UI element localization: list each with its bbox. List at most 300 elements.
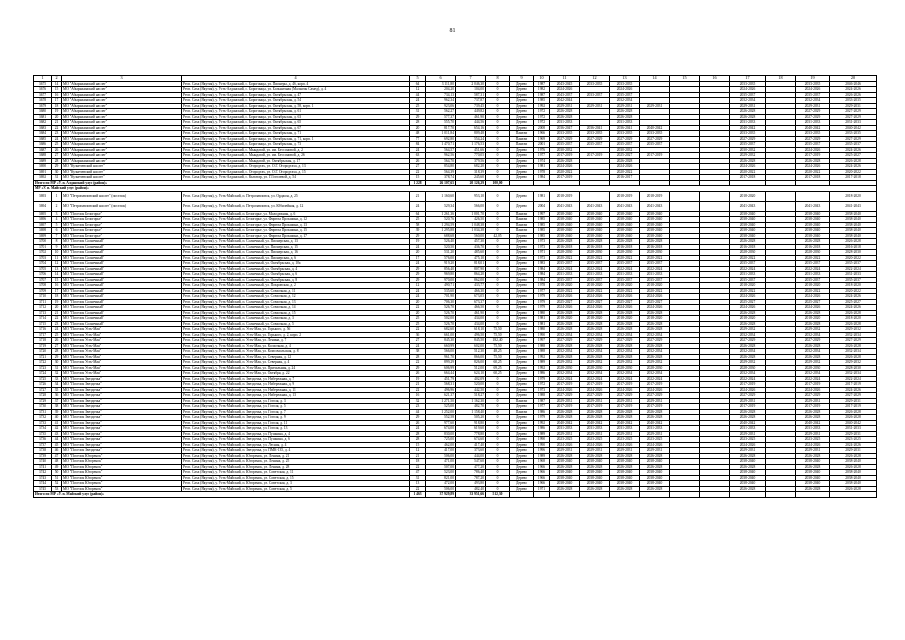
table-cell: 29 — [52, 354, 62, 360]
table-cell: 2024-2026 — [550, 294, 580, 300]
table-cell: 69,25 — [486, 365, 510, 371]
table-cell: 2038-2040 — [550, 475, 580, 481]
table-cell: 64 — [410, 211, 426, 217]
table-cell: 31 — [52, 175, 62, 181]
table-cell: 29 — [410, 415, 426, 421]
table-cell: Респ. Саха (Якутия), у. Усть-Майский, п. Петропавловск, ул. Юбилейная, д. 12 — [182, 201, 410, 211]
table-cell: МО "Поселок Усть-Мая" — [62, 365, 182, 371]
table-cell: 2038-2040 — [830, 228, 877, 234]
table-cell: 2038-2040 — [640, 481, 670, 487]
table-cell: 1972 — [534, 382, 550, 388]
table-cell: 2038-2040 — [580, 470, 610, 476]
table-cell: 2038-2040 — [730, 470, 766, 476]
table-cell: 1985 — [534, 98, 550, 104]
table-cell: 2026-2028 — [550, 486, 580, 492]
table-cell: 2017-2019 — [830, 404, 877, 410]
table-cell: 417,00 — [426, 448, 456, 454]
column-number: 15 — [670, 76, 700, 82]
table-cell: 2026-2028 — [796, 158, 830, 164]
table-cell — [670, 492, 700, 498]
table-cell: 682,20 — [456, 164, 486, 170]
table-cell: 2016-2018 — [830, 244, 877, 250]
table-cell: Дерево — [510, 354, 534, 360]
table-cell: 451,79 — [426, 376, 456, 382]
table-cell: 0 — [486, 98, 510, 104]
table-cell: 0 — [486, 431, 510, 437]
table-cell: 2020-2022 — [550, 288, 580, 294]
table-cell: 2031-2033 — [796, 272, 830, 278]
table-cell: Дерево — [510, 486, 534, 492]
table-cell: 2029-2031 — [640, 448, 670, 454]
table-cell: 1977 — [534, 153, 550, 159]
table-cell: 520,00 — [456, 382, 486, 388]
table-cell: 2029-2032 — [610, 360, 640, 366]
table-cell: 19 — [410, 376, 426, 382]
table-cell: 2038-2040 — [550, 222, 580, 228]
table-cell: 2024-2026 — [580, 442, 610, 448]
table-cell: 977,60 — [426, 420, 456, 426]
table-cell: 2032-2034 — [580, 332, 610, 338]
table-cell: 2027-2029 — [796, 393, 830, 399]
column-number: 7 — [456, 76, 486, 82]
table-cell: 2026-2028 — [640, 415, 670, 421]
table-cell: 2027-2029 — [830, 338, 877, 344]
table-cell — [700, 191, 730, 201]
table-cell: 475,10 — [456, 255, 486, 261]
table-cell: 2024-2026 — [730, 442, 766, 448]
table-cell: 2035-2037 — [610, 92, 640, 98]
table-cell: Дерево — [510, 233, 534, 239]
table-cell: 2026-2028 — [550, 415, 580, 421]
table-cell: 2040-2042 — [730, 125, 766, 131]
table-cell: МО "Поселок Солнечный" — [62, 283, 182, 289]
table-cell: 505,20 — [456, 415, 486, 421]
table-cell: 2026-2028 — [730, 409, 766, 415]
table-cell: 9 — [52, 244, 62, 250]
table-cell: Дерево — [510, 98, 534, 104]
table-cell: 0 — [486, 437, 510, 443]
table-cell: 619,60 — [456, 426, 486, 432]
table-cell: 0 — [486, 239, 510, 245]
table-cell: 2026-2028 — [830, 158, 877, 164]
table-cell: 3675 — [34, 81, 52, 87]
table-cell: 2043-2037 — [550, 92, 580, 98]
table-cell: 2029-2031 — [730, 398, 766, 404]
table-cell: 2026-2028 — [640, 464, 670, 470]
table-cell: 2020-2022 — [550, 255, 580, 261]
table-cell: 1979 — [534, 299, 550, 305]
table-cell: 3739 — [34, 453, 52, 459]
table-cell: 75,50 — [486, 343, 510, 349]
table-cell: 2017-2019 — [550, 175, 580, 181]
table-cell: 2032-2034 — [730, 371, 766, 377]
table-cell: 38 — [410, 349, 426, 355]
table-cell: 2026-2028 — [580, 239, 610, 245]
table-cell: 566,00 — [456, 201, 486, 211]
table-cell: 2023-2025 — [796, 437, 830, 443]
table-cell: 2043-2045 — [550, 81, 580, 87]
table-cell: Респ. Саха (Якутия), у. Усть-Майский, п. Солнечный, ул. Пионерская, д. 13 — [182, 239, 410, 245]
table-cell: 2029-2032 — [796, 360, 830, 366]
table-cell: 2023-2025 — [640, 437, 670, 443]
table-cell: Дерево — [510, 371, 534, 377]
table-cell: 44 — [410, 92, 426, 98]
table-cell: 2024-2026 — [830, 164, 877, 170]
table-cell: Респ. Саха (Якутия), у. Усть-Майский, п. Солнечный, ул. Совхозная, д. 5 — [182, 321, 410, 327]
table-cell: Дерево — [510, 191, 534, 201]
table-cell: МО "Поселок Звездочка" — [62, 442, 182, 448]
table-cell: 2038-2040 — [580, 228, 610, 234]
table-cell: 2026-2028 — [730, 158, 766, 164]
table-cell: 2038-2040 — [830, 459, 877, 465]
table-cell: 2038-2040 — [610, 217, 640, 223]
table-cell: 2 046,30 — [456, 81, 486, 87]
table-cell: 2018-2020 — [550, 283, 580, 289]
table-cell: 18 — [52, 294, 62, 300]
table-cell: 2026-2028 — [830, 343, 877, 349]
table-cell: Респ. Саха (Якутия), у. Усть-Майский, п. Солнечный, ул. Совхозная, д. 3 — [182, 316, 410, 322]
table-cell: 37 — [52, 398, 62, 404]
table-cell: 449,82 — [456, 109, 486, 115]
table-cell: 3687 — [34, 147, 52, 153]
table-cell: 2029-2031 — [610, 431, 640, 437]
table-cell: 2026-2028 — [580, 486, 610, 492]
table-cell: 2038-2040 — [610, 233, 640, 239]
table-cell: 0 — [486, 305, 510, 311]
table-cell: 0 — [486, 125, 510, 131]
table-cell: 0 — [486, 382, 510, 388]
table-cell: Дерево — [510, 109, 534, 115]
table-cell: 204,20 — [426, 87, 456, 93]
table-cell: 2038-2040 — [730, 222, 766, 228]
table-cell: Дерево — [510, 382, 534, 388]
table-cell: 1985 — [534, 233, 550, 239]
table-cell: 2038-2040 — [830, 481, 877, 487]
table-cell: 2033-2035 — [796, 81, 830, 87]
table-cell: 30 — [52, 169, 62, 175]
table-cell: 1977 — [534, 288, 550, 294]
table-cell — [700, 201, 730, 211]
table-cell: 0 — [486, 442, 510, 448]
table-cell: 2026-2028 — [830, 453, 877, 459]
table-cell: 2 — [52, 201, 62, 211]
table-cell: 2025-2027 — [730, 299, 766, 305]
table-cell: 3728 — [34, 393, 52, 399]
table-cell: 739,45 — [456, 103, 486, 109]
table-cell: 1990 — [534, 332, 550, 338]
table-cell: 2026-2028 — [610, 486, 640, 492]
table-cell: 0 — [486, 426, 510, 432]
table-cell: Респ. Саха (Якутия), у. Усть-Майский, п. Белогорье, ул. Фирюза Прокшина, д. 15 — [182, 228, 410, 234]
table-cell: 2038-2040 — [580, 211, 610, 217]
table-cell: 0 — [486, 459, 510, 465]
table-cell: 2028-2030 — [610, 365, 640, 371]
table-cell: 2020-2022 — [610, 288, 640, 294]
table-cell: 2026-2028 — [796, 464, 830, 470]
table-cell: 1979 — [534, 376, 550, 382]
table-cell: 19 — [52, 299, 62, 305]
table-cell: 2031-2033 — [610, 426, 640, 432]
table-cell: 2040-2042 — [730, 420, 766, 426]
table-cell: 2020-2022 — [796, 169, 830, 175]
table-cell: 2017-2018 — [730, 175, 766, 181]
table-cell: 2017-2019 — [640, 153, 670, 159]
table-cell: 3702 — [34, 250, 52, 256]
table-cell: 12 — [410, 283, 426, 289]
table-cell: Респ. Саха (Якутия), у. Усть-Майский, п. Солнечный, ул. Пионерская, д. 6 — [182, 255, 410, 261]
table-cell: 2032-2034 — [830, 349, 877, 355]
table-cell — [580, 492, 610, 498]
table-cell: 2029-2032 — [830, 360, 877, 366]
table-cell: 2017-2019 — [550, 404, 580, 410]
table-cell: 2035-2037 — [796, 277, 830, 283]
table-cell: 2027-2029 — [830, 109, 877, 115]
table-cell: 2038-2040 — [830, 470, 877, 476]
column-number: 18 — [766, 76, 796, 82]
table-cell: 1977 — [534, 404, 550, 410]
table-cell: 2038-2040 — [580, 217, 610, 223]
table-cell: 2029-2032 — [640, 360, 670, 366]
table-cell: 2026-2028 — [796, 239, 830, 245]
table-cell: 2023-2025 — [550, 437, 580, 443]
table-cell: 1986 — [534, 371, 550, 377]
table-cell: 2026-2028 — [796, 321, 830, 327]
table-cell: 0 — [486, 415, 510, 421]
table-cell: 2020-2022 — [830, 288, 877, 294]
table-cell: МО "Абырыкинский наслег" — [62, 114, 182, 120]
table-cell: Респ. Саха (Якутия), у. Усть-Алданский, с. Кытатар, ул. Г.Гоголевой, д. 54 — [182, 175, 410, 181]
table-cell: Респ. Саха (Якутия), у. Усть-Алданский, с. Борогонцы, ул. Октябрьская, д. 71, корп. 1 — [182, 136, 410, 142]
table-cell: 2035-2037 — [550, 277, 580, 283]
table-cell: 49 — [52, 464, 62, 470]
table-cell: 28 — [410, 120, 426, 126]
table-cell: 2033-2035 — [730, 81, 766, 87]
table-cell: 1980 — [534, 310, 550, 316]
table-cell: 48 — [410, 131, 426, 137]
table-cell: 2038-2040 — [550, 228, 580, 234]
table-cell: 21 — [52, 310, 62, 316]
table-cell: 2032-2034 — [830, 332, 877, 338]
table-cell: 2038-2040 — [640, 459, 670, 465]
table-cell: 1989 — [534, 360, 550, 366]
table-cell: 3693 — [34, 191, 52, 201]
table-cell: 373,60 — [456, 448, 486, 454]
table-cell: 2016-2018 — [640, 244, 670, 250]
table-cell: МО "Абырыкинский наслег" — [62, 92, 182, 98]
table-cell: 2026-2028 — [610, 464, 640, 470]
table-cell: 22 — [52, 316, 62, 322]
table-cell: 0 — [486, 244, 510, 250]
table-cell: 461,90 — [456, 114, 486, 120]
table-cell: 2026-2028 — [730, 354, 766, 360]
table-cell: 2024-2026 — [610, 294, 640, 300]
table-cell: 30 — [52, 360, 62, 366]
table-cell: 2018-2020 — [610, 283, 640, 289]
table-cell: 3690 — [34, 164, 52, 170]
table-cell: 2027-2029 — [550, 136, 580, 142]
table-cell: 496,96 — [426, 387, 456, 393]
page-number: 81 — [449, 28, 456, 34]
table-cell: 2026-2028 — [640, 310, 670, 316]
table-cell: 2027-2029 — [830, 136, 877, 142]
table-cell: 0 — [486, 277, 510, 283]
table-cell: 2026-2028 — [830, 321, 877, 327]
table-cell — [796, 492, 830, 498]
table-cell: Дерево — [510, 442, 534, 448]
table-cell: 2027-2029 — [580, 338, 610, 344]
table-cell: МО "Поселок Югоренок" — [62, 481, 182, 487]
table-cell: 58 — [410, 222, 426, 228]
table-cell: МО "Поселок Звездочка" — [62, 393, 182, 399]
table-cell: 2035-2037 — [640, 261, 670, 267]
table-cell: 39 — [410, 228, 426, 234]
column-number: 12 — [580, 76, 610, 82]
table-cell: Респ. Саха (Якутия), у. Усть-Майский, п. Солнечный, ул. Совхозная, д. 11 — [182, 288, 410, 294]
table-cell: 1984 — [534, 266, 550, 272]
table-cell: 1997 — [534, 211, 550, 217]
table-cell: 2035-2037 — [610, 142, 640, 148]
table-cell: 2027-2029 — [796, 338, 830, 344]
table-cell: Дерево — [510, 338, 534, 344]
table-cell: МО "Поселок Усть-Мая" — [62, 349, 182, 355]
table-cell: МО "Поселок Усть-Мая" — [62, 332, 182, 338]
table-cell — [510, 492, 534, 498]
table-cell: 3699 — [34, 233, 52, 239]
table-cell: 2041-2043 — [796, 201, 830, 211]
table-cell: Респ. Саха (Якутия), у. Усть-Майский, п. Солнечный, ул. Октябрьская, д. 10а — [182, 261, 410, 267]
table-cell: 2032-2034 — [610, 349, 640, 355]
table-cell: 2040-2042 — [550, 420, 580, 426]
table-cell: 18 — [410, 459, 426, 465]
table-cell: 1966 — [534, 481, 550, 487]
table-cell: 2024-2026 — [580, 294, 610, 300]
table-cell: 26 — [52, 338, 62, 344]
table-cell: 3678 — [34, 98, 52, 104]
table-cell: 2029-2031 — [550, 431, 580, 437]
table-cell: МО "Абырыкинский наслег" — [62, 98, 182, 104]
table-cell: 477,20 — [456, 464, 486, 470]
table-cell: 3677 — [34, 92, 52, 98]
table-cell: 2027-2029 — [550, 393, 580, 399]
table-cell: 2026-2028 — [640, 327, 670, 333]
table-cell: 2018-2020 — [580, 283, 610, 289]
table-cell: 3729 — [34, 398, 52, 404]
table-cell: МО "Поселок Солнечный" — [62, 272, 182, 278]
table-cell: 2026-2028 — [796, 486, 830, 492]
table-cell: 2038-2040 — [580, 222, 610, 228]
table-cell: Респ. Саха (Якутия), у. Усть-Майский, п. Югоренок, ул. Ленина, д. 21 — [182, 453, 410, 459]
table-cell: 1 261,36 — [426, 211, 456, 217]
table-cell: 507,00 — [426, 464, 456, 470]
table-cell: 2023-2025 — [730, 437, 766, 443]
table-cell: 2038-2040 — [610, 459, 640, 465]
table-cell: 28 — [410, 437, 426, 443]
table-cell: 21 — [410, 453, 426, 459]
table-cell: 2027-2029 — [610, 393, 640, 399]
table-cell: 654,16 — [456, 125, 486, 131]
table-cell: 2025-2027 — [580, 299, 610, 305]
table-cell: 845,30 — [426, 338, 456, 344]
table-cell: 2022-2024 — [610, 376, 640, 382]
table-cell: 3725 — [34, 376, 52, 382]
table-cell: 606,99 — [426, 365, 456, 371]
table-cell: Респ. Саха (Якутия), у. Усть-Майский, п. Солнечный, ул. Совхозная, д. 12 — [182, 294, 410, 300]
table-cell: Панели — [510, 228, 534, 234]
table-cell: 1 — [52, 191, 62, 201]
table-cell: 2017-2019 — [830, 382, 877, 388]
table-cell: 2026-2028 — [610, 409, 640, 415]
table-cell: 3721 — [34, 354, 52, 360]
table-cell: 14 — [52, 272, 62, 278]
table-cell: 520,76 — [426, 217, 456, 223]
table-cell: Дерево — [510, 349, 534, 355]
table-cell: 318,39 — [456, 169, 486, 175]
table-cell: Респ. Саха (Якутия), у. Усть-Алданский, с. Борогонцы, ул. Октябрьская, д. 65 — [182, 120, 410, 126]
table-cell: 0 — [486, 109, 510, 115]
table-cell: МО "Поселок Белогорье" — [62, 222, 182, 228]
table-cell: Дерево — [510, 266, 534, 272]
table-cell: 2040-2042 — [580, 420, 610, 426]
table-cell: 485,60 — [456, 250, 486, 256]
table-cell: 0 — [486, 114, 510, 120]
table-cell: 2038-2040 — [796, 228, 830, 234]
table-cell: 1982 — [534, 87, 550, 93]
table-cell: 2020-2022 — [580, 288, 610, 294]
table-cell: Респ. Саха (Якутия), у. Усть-Майский, п. Усть-Мая, ул. Ленина, д. 7 — [182, 338, 410, 344]
table-cell: 3736 — [34, 437, 52, 443]
table-cell: 2032-2034 — [730, 349, 766, 355]
table-cell: 3730 — [34, 404, 52, 410]
table-cell: 1966 — [534, 464, 550, 470]
table-cell: 1 470,71 — [426, 142, 456, 148]
table-cell: 2018-2020 — [830, 191, 877, 201]
table-cell: 2026-2028 — [640, 343, 670, 349]
table-cell: 2026-2028 — [580, 310, 610, 316]
table-cell: 2029-2031 — [580, 398, 610, 404]
table-cell: 35 — [52, 387, 62, 393]
table-cell: 2024-2026 — [796, 442, 830, 448]
table-cell: 1 176,53 — [456, 142, 486, 148]
table-cell: МО "Абырыкинский наслег" — [62, 81, 182, 87]
table-cell: МО "Петропавловский наслег" (поселок) — [62, 191, 182, 201]
table-cell: 2036-2041 — [610, 125, 640, 131]
table-cell — [700, 492, 730, 498]
table-cell: 2026-2028 — [610, 158, 640, 164]
table-cell: 3744 — [34, 481, 52, 487]
table-cell: 1980 — [534, 327, 550, 333]
table-cell — [670, 201, 700, 211]
table-cell: 6 — [52, 228, 62, 234]
table-cell: 2026-2028 — [830, 415, 877, 421]
table-cell: 1984 — [534, 277, 550, 283]
table-cell: 2028-2030 — [796, 365, 830, 371]
table-cell: 0 — [486, 120, 510, 126]
table-cell: 2025-2027 — [610, 299, 640, 305]
table-cell: 2031-2033 — [830, 426, 877, 432]
table-cell: 2018-2019 — [550, 191, 580, 201]
table-cell: 3696 — [34, 217, 52, 223]
table-cell: 2030-2032 — [730, 147, 766, 153]
table-cell: 518,27 — [456, 393, 486, 399]
column-number: 5 — [410, 76, 426, 82]
table-cell: 2032-2034 — [580, 371, 610, 377]
table-cell: 826,00 — [456, 360, 486, 366]
table-cell: 29 — [52, 164, 62, 170]
table-cell: Дерево — [510, 114, 534, 120]
table-cell: 2024-2026 — [830, 147, 877, 153]
table-cell: 0 — [486, 464, 510, 470]
table-cell: 2024-2026 — [640, 294, 670, 300]
